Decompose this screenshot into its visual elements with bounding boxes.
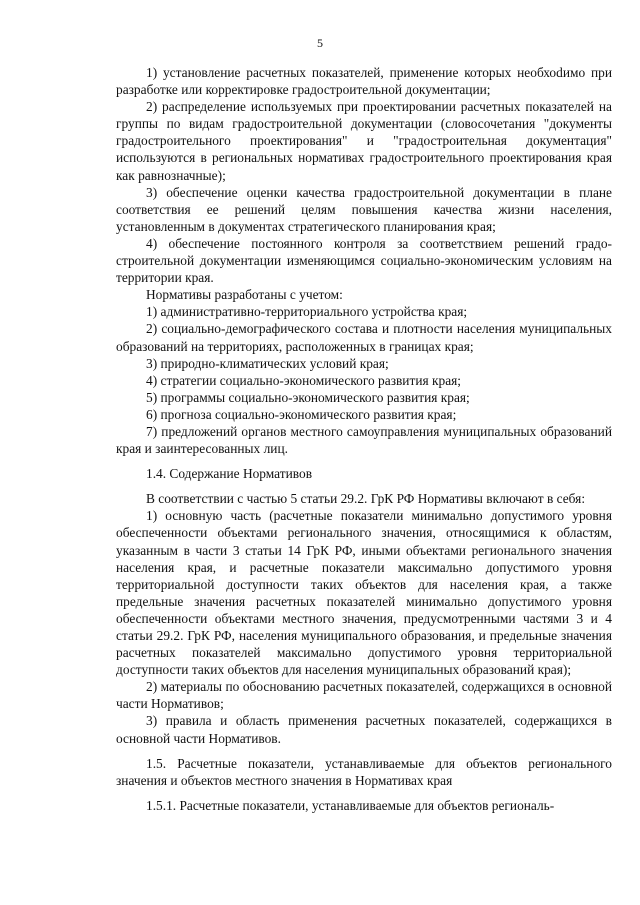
section-heading-1-5: 1.5. Расчетные показатели, устанавливаемые для объектов регионального значения и объектов местного значения в Нормативах края bbox=[116, 755, 612, 788]
section-heading-1-5-1: 1.5.1. Расчетные показатели, устанавливаемые для объектов региональ- bbox=[146, 797, 555, 813]
paragraph-norms-6: 6) прогноза социально-экономического развития края; bbox=[146, 406, 457, 422]
page-content bbox=[116, 64, 612, 814]
section-1-4-item-2: 2) материалы по обоснованию расчетных показателей, содержащихся в основной части Нормативов; bbox=[116, 679, 612, 712]
paragraph-norms-7: 7) предложений органов местного самоуправления муниципальных образований края и заинтересованных лиц. bbox=[116, 423, 612, 457]
section-heading-1-4: 1.4. Содержание Нормативов bbox=[146, 466, 313, 482]
paragraph-norms-intro: Нормативы разработаны с учетом: bbox=[146, 287, 343, 303]
paragraph-norms-2: 2) социально-демографического состава и плотности населения муниципальных образований на территориях, расположенных в границах края; bbox=[116, 321, 612, 354]
paragraph-item-1: 1) установление расчетных показателей, применение которых необхоdимо при разработке или корректировке градостроительной документации; bbox=[116, 65, 612, 98]
paragraph-item-2: 2) распределение используемых при проектировании расчетных показателей на группы по видам градостроительной документации (словосочетания "документы градостроительного проектирования" и "градостроительная документация" используются в региональных нормативах градостроительного проектирования края как равнозначные); bbox=[116, 99, 612, 183]
paragraph-norms-3: 3) природно-климатических условий края; bbox=[146, 355, 389, 371]
section-1-4-intro: В соответствии с частью 5 статьи 29.2. ГрК РФ Нормативы включают в себя: bbox=[146, 491, 586, 507]
paragraph-norms-5: 5) программы социально-экономического развития края; bbox=[146, 389, 470, 405]
paragraph-item-3: 3) обеспечение оценки качества градостроительной документации в плане соответствия ее решений целям повышения качества жизни населения, установленным в документах стратегического планирования края; bbox=[116, 184, 612, 234]
section-1-4-item-3: 3) правила и область применения расчетных показателей, содержащихся в основной части Нормативов. bbox=[116, 713, 612, 746]
page-number: 5 bbox=[317, 36, 323, 50]
paragraph-item-4: 4) обеспечение постоянного контроля за соответствием решений градостроительной документации изменяющимся социально-экономическим условиям на территории края. bbox=[116, 235, 612, 286]
paragraph-norms-4: 4) стратегии социально-экономического развития края; bbox=[146, 372, 462, 388]
section-1-4-item-1: 1) основную часть (расчетные показатели минимально допустимого уровня обеспеченности объектами регионального значения, относящимися к областям, указанным в части 3 статьи 14 ГрК РФ, иными объектами регионального значения населения края, и расчетные показатели максимально допустимого уровня территориальной доступности таких объектов для населения края, а также предельные значения расчетных показателей минимально допустимого уровня обеспеченности объектами местного значения, предусмотренными частями 3 и 4 статьи 29.2. ГрК РФ, населения муниципального образования, и предельные значения расчетных показателей максимально допустимого уровня территориальной доступности таких объектов для населения муниципальных образований края); bbox=[116, 508, 612, 678]
paragraph-norms-1: 1) административно-территориального устройства края; bbox=[146, 304, 468, 320]
